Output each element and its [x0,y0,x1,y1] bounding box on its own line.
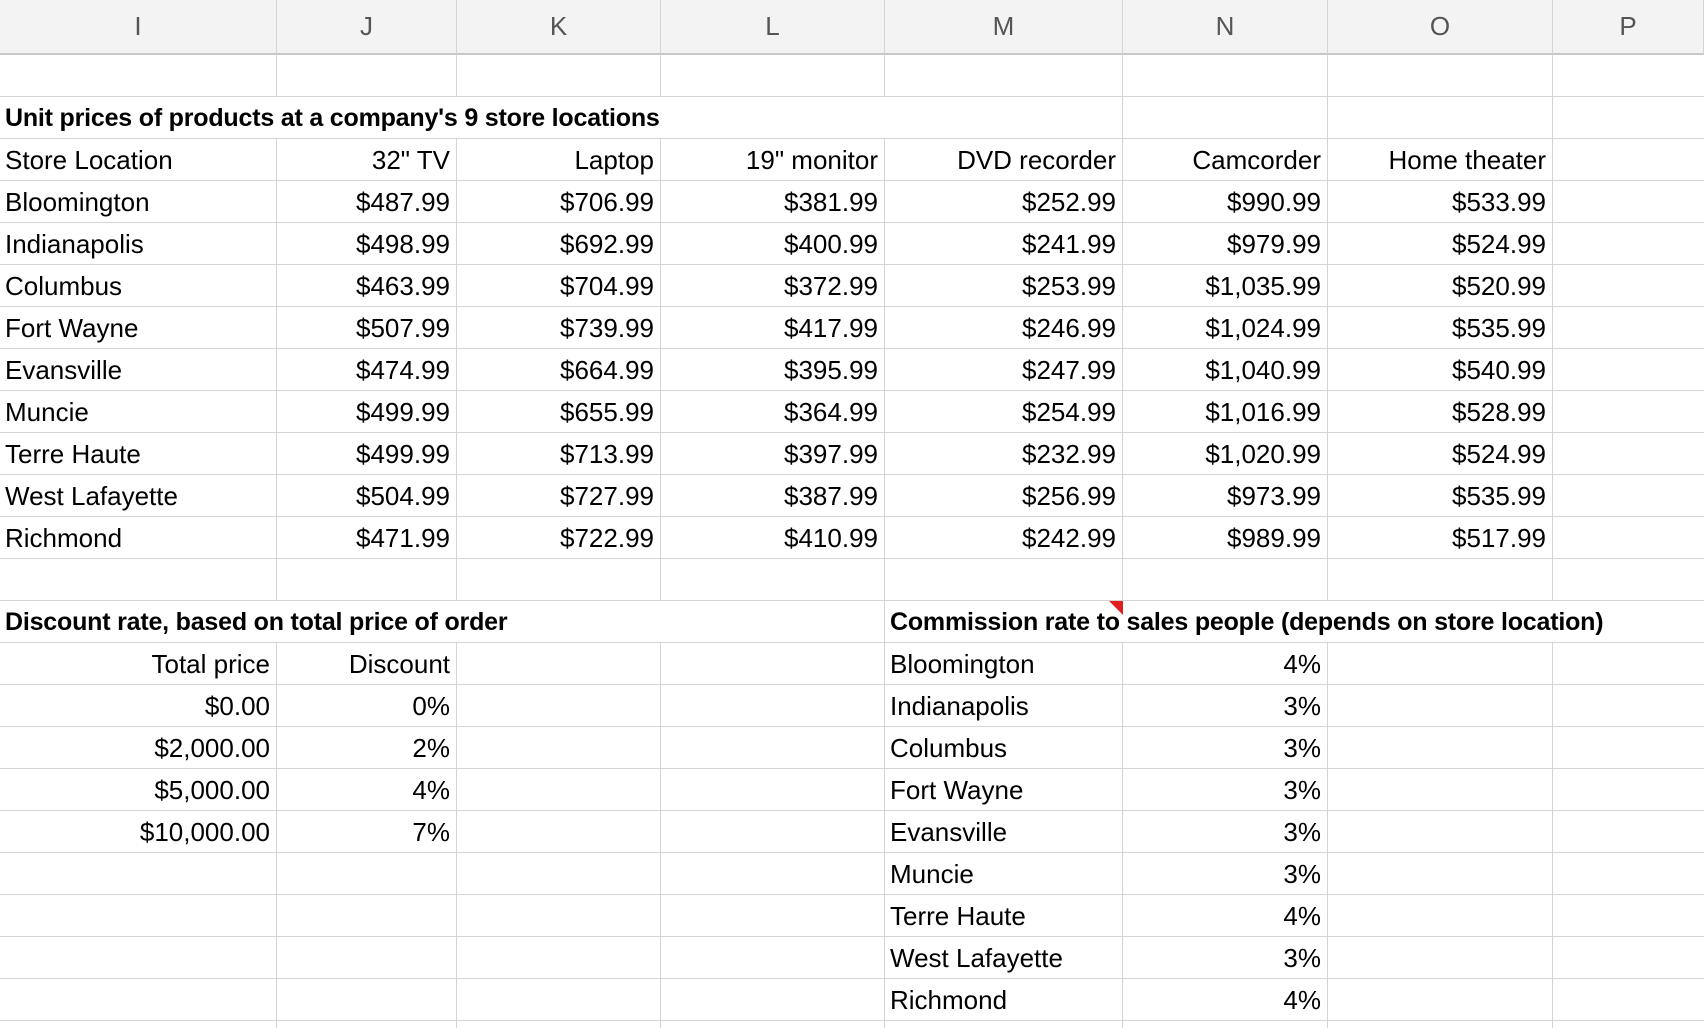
column-header-m[interactable]: M [885,0,1123,55]
gridline-horizontal [0,1020,1704,1021]
discount-header: Total price [151,649,270,679]
unit-price-cell: $232.99 [1022,439,1116,469]
store-location-cell: Columbus [5,271,123,301]
unit-price-cell: $364.99 [784,397,878,427]
unit-price-cell: $655.99 [560,397,654,427]
commission-store-cell: Columbus [890,733,1008,763]
discount-header: Discount [348,649,450,679]
commission-store-cell: Richmond [890,985,1008,1015]
unit-price-cell: $246.99 [1022,313,1116,343]
unit-prices-header: 32" TV [371,145,450,175]
commission-rate-cell: 3% [1283,859,1321,889]
store-location-cell: Muncie [5,397,89,427]
unit-price-cell: $254.99 [1022,397,1116,427]
store-location-cell: Indianapolis [5,229,144,259]
column-header-n[interactable]: N [1123,0,1328,55]
commission-store-cell: Evansville [890,817,1008,847]
unit-price-cell: $524.99 [1452,229,1546,259]
unit-prices-header: DVD recorder [957,145,1116,175]
commission-store-cell: Bloomington [890,649,1035,679]
discount-title: Discount rate, based on total price of order [0,601,661,642]
unit-price-cell: $463.99 [356,271,450,301]
unit-price-cell: $242.99 [1022,523,1116,553]
unit-price-cell: $692.99 [560,229,654,259]
unit-price-cell: $517.99 [1452,523,1546,553]
unit-price-cell: $397.99 [784,439,878,469]
unit-price-cell: $989.99 [1227,523,1321,553]
total-price-cell: $10,000.00 [139,817,270,847]
unit-price-cell: $499.99 [356,397,450,427]
gridline-horizontal [0,936,1704,937]
unit-prices-header: Camcorder [1192,145,1321,175]
unit-price-cell: $520.99 [1452,271,1546,301]
unit-price-cell: $664.99 [560,355,654,385]
unit-price-cell: $372.99 [784,271,878,301]
commission-rate-cell: 3% [1283,733,1321,763]
unit-price-cell: $533.99 [1452,187,1546,217]
commission-store-cell: West Lafayette [890,943,1063,973]
discount-rate-cell: 4% [412,775,450,805]
unit-price-cell: $722.99 [560,523,654,553]
unit-price-cell: $739.99 [560,313,654,343]
unit-price-cell: $704.99 [560,271,654,301]
unit-price-cell: $713.99 [560,439,654,469]
store-location-cell: Evansville [5,355,123,385]
unit-price-cell: $474.99 [356,355,450,385]
unit-price-cell: $241.99 [1022,229,1116,259]
column-header-p[interactable]: P [1553,0,1704,55]
commission-store-cell: Muncie [890,859,974,889]
unit-price-cell: $417.99 [784,313,878,343]
gridline-horizontal [0,852,1704,853]
unit-price-cell: $395.99 [784,355,878,385]
commission-rate-cell: 4% [1283,649,1321,679]
unit-price-cell: $487.99 [356,187,450,217]
discount-rate-cell: 2% [412,733,450,763]
column-header-k[interactable]: K [457,0,661,55]
total-price-cell: $0.00 [204,691,270,721]
unit-price-cell: $979.99 [1227,229,1321,259]
store-location-cell: Bloomington [5,187,150,217]
commission-rate-cell: 3% [1283,691,1321,721]
commission-store-cell: Fort Wayne [890,775,1024,805]
unit-price-cell: $504.99 [356,481,450,511]
total-price-cell: $5,000.00 [154,775,270,805]
commission-rate-cell: 3% [1283,817,1321,847]
unit-price-cell: $471.99 [356,523,450,553]
column-header-o[interactable]: O [1328,0,1553,55]
unit-price-cell: $498.99 [356,229,450,259]
unit-prices-header: Store Location [5,145,173,175]
unit-price-cell: $252.99 [1022,187,1116,217]
unit-price-cell: $990.99 [1227,187,1321,217]
unit-price-cell: $1,016.99 [1205,397,1321,427]
unit-price-cell: $410.99 [784,523,878,553]
unit-price-cell: $387.99 [784,481,878,511]
unit-price-cell: $1,035.99 [1205,271,1321,301]
unit-price-cell: $973.99 [1227,481,1321,511]
unit-price-cell: $381.99 [784,187,878,217]
unit-price-cell: $253.99 [1022,271,1116,301]
unit-price-cell: $1,040.99 [1205,355,1321,385]
total-price-cell: $2,000.00 [154,733,270,763]
column-header-j[interactable]: J [277,0,457,55]
unit-price-cell: $256.99 [1022,481,1116,511]
unit-price-cell: $1,020.99 [1205,439,1321,469]
gridline-horizontal [0,978,1704,979]
gridline-horizontal [0,558,1704,559]
store-location-cell: West Lafayette [5,481,178,511]
unit-prices-header: Home theater [1388,145,1546,175]
unit-price-cell: $247.99 [1022,355,1116,385]
commission-rate-cell: 3% [1283,775,1321,805]
unit-price-cell: $528.99 [1452,397,1546,427]
commission-store-cell: Terre Haute [890,901,1026,931]
unit-price-cell: $524.99 [1452,439,1546,469]
unit-prices-header: Laptop [574,145,654,175]
unit-price-cell: $499.99 [356,439,450,469]
gridline-horizontal [0,894,1704,895]
comment-indicator-icon[interactable] [1109,601,1123,615]
unit-price-cell: $706.99 [560,187,654,217]
column-header-i[interactable]: I [0,0,277,55]
unit-prices-title: Unit prices of products at a company's 9 store locations [0,97,885,138]
column-header-l[interactable]: L [661,0,885,55]
unit-price-cell: $540.99 [1452,355,1546,385]
unit-price-cell: $535.99 [1452,481,1546,511]
unit-price-cell: $400.99 [784,229,878,259]
commission-rate-cell: 3% [1283,943,1321,973]
gridline-vertical [1552,55,1553,1028]
store-location-cell: Fort Wayne [5,313,139,343]
unit-price-cell: $727.99 [560,481,654,511]
store-location-cell: Terre Haute [5,439,141,469]
commission-title: Commission rate to sales people (depends on store location) [885,601,1704,642]
discount-rate-cell: 7% [412,817,450,847]
store-location-cell: Richmond [5,523,123,553]
unit-prices-header: 19" monitor [745,145,878,175]
commission-rate-cell: 4% [1283,985,1321,1015]
discount-rate-cell: 0% [412,691,450,721]
commission-store-cell: Indianapolis [890,691,1029,721]
unit-price-cell: $535.99 [1452,313,1546,343]
unit-price-cell: $1,024.99 [1205,313,1321,343]
commission-rate-cell: 4% [1283,901,1321,931]
unit-price-cell: $507.99 [356,313,450,343]
